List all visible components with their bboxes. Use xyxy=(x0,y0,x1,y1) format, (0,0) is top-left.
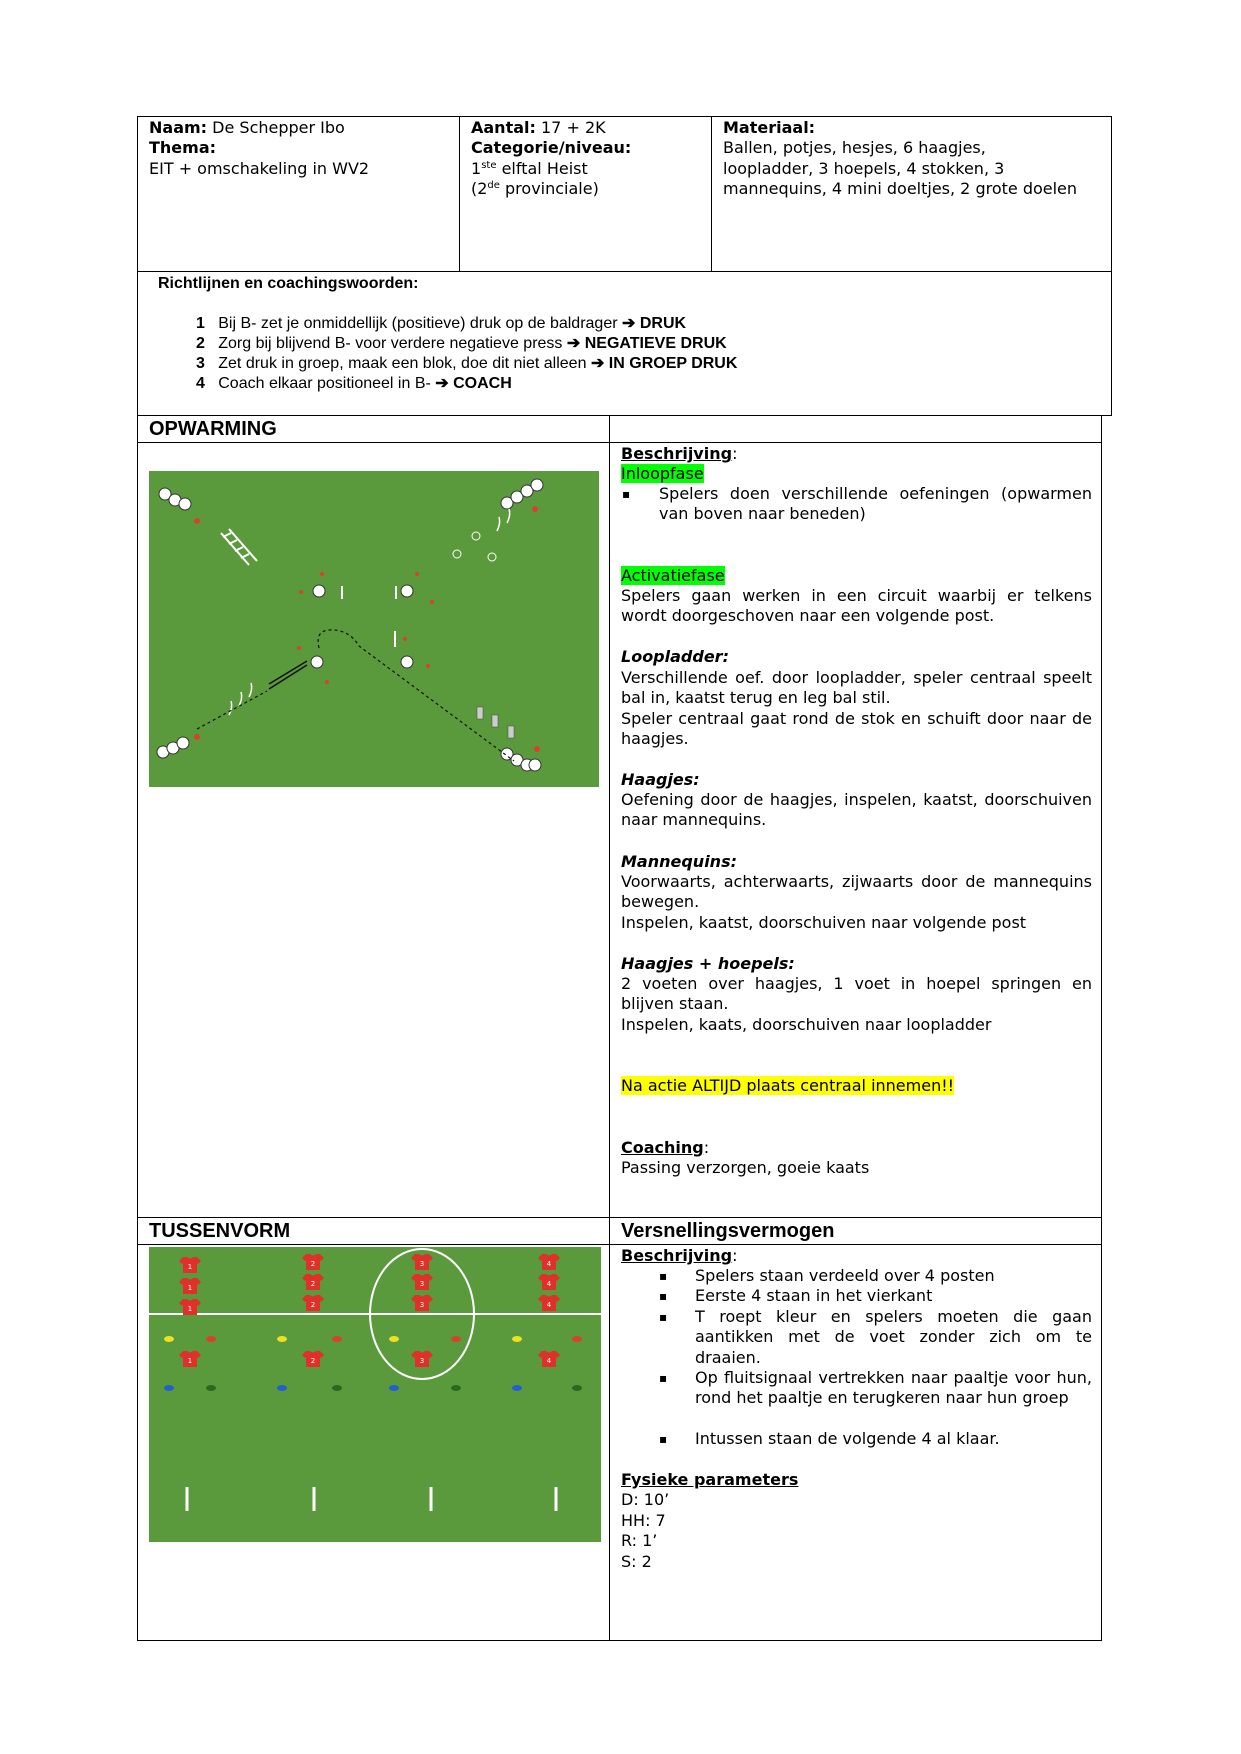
svg-text:3: 3 xyxy=(419,1280,425,1288)
svg-text:1: 1 xyxy=(187,1305,193,1313)
aantal-line xyxy=(471,118,606,138)
param-label: Fysieke parameters xyxy=(621,1470,799,1489)
svg-text:3: 3 xyxy=(419,1260,425,1268)
haagjes-hoepels-text-1: 2 voeten over haagjes, 1 voet in hoepel springen en blijven staan. xyxy=(621,974,1092,1014)
tussenvorm-title: TUSSENVORM xyxy=(149,1220,291,1242)
thema-label: Thema: xyxy=(149,138,217,157)
param-r: R: 1’ xyxy=(621,1531,658,1550)
materiaal-label: Materiaal: xyxy=(723,118,816,137)
loopladder-label: Loopladder: xyxy=(621,647,729,666)
richtlijn-item-2: 2 Zorg bij blijvend B- voor verdere negatieve press ➔ NEGATIEVE DRUK xyxy=(196,335,727,352)
svg-text:1: 1 xyxy=(187,1284,193,1292)
highlight-note: Na actie ALTIJD plaats centraal innemen!! xyxy=(621,1076,955,1095)
field-surface xyxy=(149,471,599,787)
haagjes-hoepels-text-2: Inspelen, kaats, doorschuiven naar loopladder xyxy=(621,1015,992,1034)
tussenvorm-subtitle: Versnellingsvermogen xyxy=(621,1220,835,1242)
categorie-line-2: (2de provinciale) xyxy=(471,179,599,198)
tsv-bullet-4: Op fluitsignaal vertrekken naar paaltje voor hun, rond het paaltje en terugkeren naar hun groep xyxy=(695,1368,1092,1408)
svg-text:2: 2 xyxy=(310,1357,316,1365)
bullet-icon: ▪ xyxy=(659,1310,668,1324)
categorie-line-1: 1ste elftal Heist xyxy=(471,159,588,178)
svg-text:4: 4 xyxy=(546,1301,552,1309)
haagjes-text: Oefening door de haagjes, inspelen, kaatst, doorschuiven naar mannequins. xyxy=(621,790,1092,830)
param-s: S: 2 xyxy=(621,1552,652,1571)
tsv-bullet-1: Spelers staan verdeeld over 4 posten xyxy=(695,1266,995,1285)
thema-value: EIT + omschakeling in WV2 xyxy=(149,159,370,178)
mannequins-text-2: Inspelen, kaatst, doorschuiven naar volgende post xyxy=(621,913,1027,932)
tsv-bullet-3: T roept kleur en spelers moeten die gaan aantikken met de voet zonder zich om te draaien. xyxy=(695,1307,1092,1367)
svg-text:1: 1 xyxy=(187,1357,193,1365)
activatie-text: Spelers gaan werken in een circuit waarbij er telkens wordt doorgeschoven naar een volgende post. xyxy=(621,586,1092,626)
bullet-icon: ▪ xyxy=(622,487,631,501)
naam-line xyxy=(149,118,345,138)
materiaal-line-1: Ballen, potjes, hesjes, 6 haagjes, xyxy=(723,138,986,157)
richtlijn-item-3: 3 Zet druk in groep, maak een blok, doe dit niet alleen ➔ IN GROEP DRUK xyxy=(196,355,738,372)
row-line-2 xyxy=(137,1217,1102,1218)
naam-label: Naam: xyxy=(149,118,208,137)
haagjes-label: Haagjes: xyxy=(621,770,700,789)
tsv-bullet-5: Intussen staan de volgende 4 al klaar. xyxy=(695,1429,1000,1448)
loopladder-text-2: Speler centraal gaat rond de stok en schuift door naar de haagjes. xyxy=(621,709,1092,749)
haagjes-hoepels-label: Haagjes + hoepels: xyxy=(621,954,795,973)
materiaal-line-2: loopladder, 3 hoepels, 4 stokken, 3 xyxy=(723,159,1005,178)
param-d: D: 10’ xyxy=(621,1490,670,1509)
param-hh: HH: 7 xyxy=(621,1511,666,1530)
header-divider-2 xyxy=(711,116,712,272)
svg-text:2: 2 xyxy=(310,1280,316,1288)
header-divider-1 xyxy=(459,116,460,272)
richtlijn-item-1: 1 Bij B- zet je onmiddellijk (positieve) druk op de baldrager ➔ DRUK xyxy=(196,315,687,332)
coaching-text: Passing verzorgen, goeie kaats xyxy=(621,1158,870,1177)
bullet-icon: ▪ xyxy=(659,1432,668,1446)
inloopfase-label: Inloopfase xyxy=(621,464,704,483)
bullet-icon: ▪ xyxy=(659,1269,668,1283)
tsv-bullet-2: Eerste 4 staan in het vierkant xyxy=(695,1286,933,1305)
richtlijnen-title: Richtlijnen en coachingswoorden: xyxy=(158,275,419,292)
svg-text:2: 2 xyxy=(310,1260,316,1268)
aantal-value: 17 + 2K xyxy=(541,118,606,137)
svg-text:4: 4 xyxy=(546,1260,552,1268)
tsv-beschrijving: Beschrijving: xyxy=(621,1246,738,1265)
opwarming-title: OPWARMING xyxy=(149,418,277,440)
materiaal-line-3: mannequins, 4 mini doeltjes, 2 grote doelen xyxy=(723,179,1078,198)
mannequins-text-1: Voorwaarts, achterwaarts, zijwaarts door de mannequins bewegen. xyxy=(621,872,1092,912)
coaching-label: Coaching: xyxy=(621,1138,710,1157)
svg-text:4: 4 xyxy=(546,1357,552,1365)
row-line-3 xyxy=(137,1244,1102,1245)
opwarming-field-diagram xyxy=(149,471,599,787)
richtlijn-item-4: 4 Coach elkaar positioneel in B- ➔ COACH xyxy=(196,375,512,392)
svg-text:4: 4 xyxy=(546,1280,552,1288)
bullet-icon: ▪ xyxy=(659,1371,668,1385)
svg-text:3: 3 xyxy=(419,1301,425,1309)
opw-beschrijving: Beschrijving: xyxy=(621,444,738,463)
mannequins-label: Mannequins: xyxy=(621,852,737,871)
row-line-1 xyxy=(137,442,1102,443)
inloop-bullet-text: Spelers doen verschillende oefeningen (opwarmen van boven naar beneden) xyxy=(659,484,1092,524)
field-surface xyxy=(149,1247,601,1542)
aantal-label: Aantal: xyxy=(471,118,536,137)
activatiefase-label: Activatiefase xyxy=(621,566,725,585)
naam-value: De Schepper Ibo xyxy=(212,118,345,137)
tussenvorm-field-diagram xyxy=(149,1247,601,1542)
svg-text:2: 2 xyxy=(310,1301,316,1309)
main-col-divider xyxy=(609,415,610,1641)
loopladder-text-1: Verschillende oef. door loopladder, speler centraal speelt bal in, kaatst terug en leg bal stil. xyxy=(621,668,1092,708)
categorie-label: Categorie/niveau: xyxy=(471,138,632,157)
bullet-icon: ▪ xyxy=(659,1289,668,1303)
svg-text:1: 1 xyxy=(187,1263,193,1271)
svg-text:3: 3 xyxy=(419,1357,425,1365)
